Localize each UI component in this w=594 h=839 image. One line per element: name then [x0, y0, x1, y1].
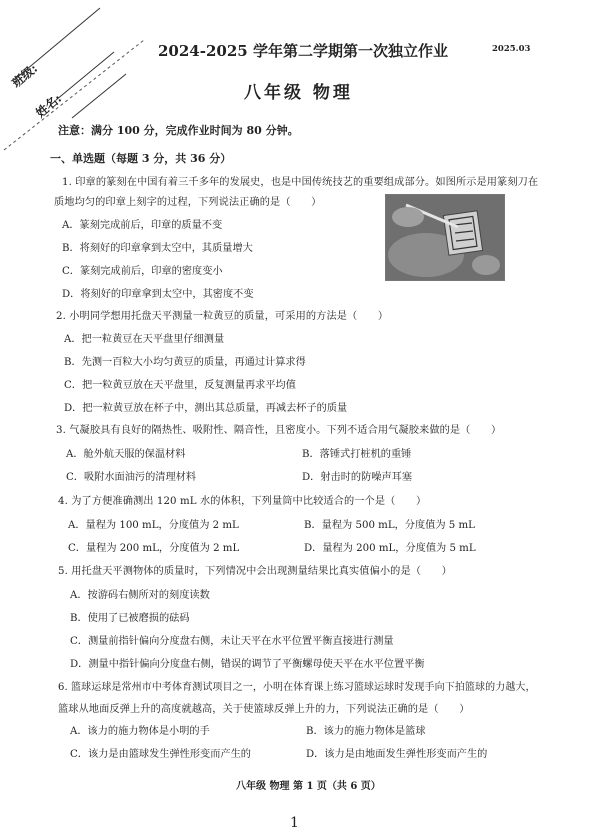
- question-2-option-a: A．把一粒黄豆在天平盘里仔细测量: [64, 334, 225, 345]
- question-6-line2: 篮球从地面反弹上升的高度就越高，关于使篮球反弹上升的力，下列说法正确的是（ ）: [58, 704, 470, 715]
- question-5-option-d: D．测量中指针偏向分度盘右侧，错误的调节了平衡螺母使天平在水平位置平衡: [70, 659, 425, 670]
- question-1-line2: 质地均匀的印章上刻字的过程，下列说法正确的是（ ）: [54, 197, 322, 208]
- subject-title: 八年级 物理: [244, 83, 353, 103]
- class-label: 班级:: [9, 61, 41, 91]
- question-2-option-d: D．把一粒黄豆放在杯子中，测出其总质量，再减去杯子的质量: [64, 403, 348, 414]
- question-1-option-a: A．篆刻完成前后，印章的质量不变: [62, 220, 223, 231]
- question-4-option-b: B．量程为 500 mL，分度值为 5 mL: [304, 520, 475, 531]
- question-2-line1: 2. 小明同学想用托盘天平测量一粒黄豆的质量，可采用的方法是（ ）: [56, 311, 389, 322]
- name-label: 姓名:: [33, 91, 65, 121]
- question-3-line1: 3. 气凝胶具有良好的隔热性、吸附性、隔音性，且密度小。下列不适合用气凝胶来做的是（ ）: [56, 425, 502, 436]
- question-6-option-d: D．该力是由地面发生弹性形变而产生的: [306, 749, 488, 760]
- question-5-option-b: B．使用了已被磨损的砝码: [70, 613, 190, 624]
- question-3-option-a: A．舱外航天服的保温材料: [66, 449, 186, 460]
- question-6-option-c: C．该力是由篮球发生弹性形变而产生的: [70, 749, 251, 760]
- question-4-option-a: A．量程为 100 mL，分度值为 2 mL: [68, 520, 239, 531]
- question-5-line1: 5. 用托盘天平测物体的质量时，下列情况中会出现测量结果比真实值偏小的是（ ）: [58, 566, 452, 577]
- question-4-option-d: D．量程为 200 mL，分度值为 5 mL: [304, 543, 476, 554]
- question-3-option-c: C．吸附水面油污的清理材料: [66, 472, 197, 483]
- exam-note: 注意：满分 100 分，完成作业时间为 80 分钟。: [58, 124, 299, 137]
- question-4-line1: 4. 为了方便准确测出 120 mL 水的体积，下列量筒中比较适合的一个是（ ）: [58, 496, 427, 507]
- question-1-option-c: C．篆刻完成前后，印章的密度变小: [62, 266, 223, 277]
- question-3-option-b: B．落锤式打桩机的重锤: [302, 449, 412, 460]
- exam-date: 2025.03: [492, 44, 531, 54]
- question-6-option-a: A．该力的施力物体是小明的手: [70, 726, 210, 737]
- question-3-option-d: D．射击时的防噪声耳塞: [302, 472, 413, 483]
- page-footer: 八年级 物理 第 1 页（共 6 页）: [236, 781, 381, 792]
- seal-carving-illustration: [386, 195, 504, 280]
- question-1-line1: 1. 印章的篆刻在中国有着三千多年的发展史，也是中国传统技艺的重要组成部分。如图所示是用篆刻刀在: [62, 177, 539, 188]
- question-1-option-d: D．将刻好的印章拿到太空中，其密度不变: [62, 289, 254, 300]
- section-heading: 一、单选题（每题 3 分，共 36 分）: [50, 152, 232, 165]
- question-5-option-c: C．测量前指针偏向分度盘右侧，未让天平在水平位置平衡直接进行测量: [70, 636, 394, 647]
- question-1-option-b: B．将刻好的印章拿到太空中，其质量增大: [62, 243, 253, 254]
- question-2-option-b: B．先测一百粒大小均匀黄豆的质量，再通过计算求得: [64, 357, 306, 368]
- seal-carving-photo: [385, 194, 505, 281]
- question-6-line1: 6. 篮球运球是常州市中考体育测试项目之一，小明在体育课上练习篮球运球时发现手向下拍篮球的力越大，: [58, 682, 536, 693]
- exam-title: 2024-2025 学年第二学期第一次独立作业: [158, 42, 448, 60]
- question-4-option-c: C．量程为 200 mL，分度值为 2 mL: [68, 543, 240, 554]
- question-2-option-c: C．把一粒黄豆放在天平盘里，反复测量再求平均值: [64, 380, 296, 391]
- question-5-option-a: A．按游码右侧所对的刻度读数: [70, 590, 210, 601]
- question-6-option-b: B．该力的施力物体是篮球: [306, 726, 426, 737]
- page-number: 1: [290, 815, 299, 831]
